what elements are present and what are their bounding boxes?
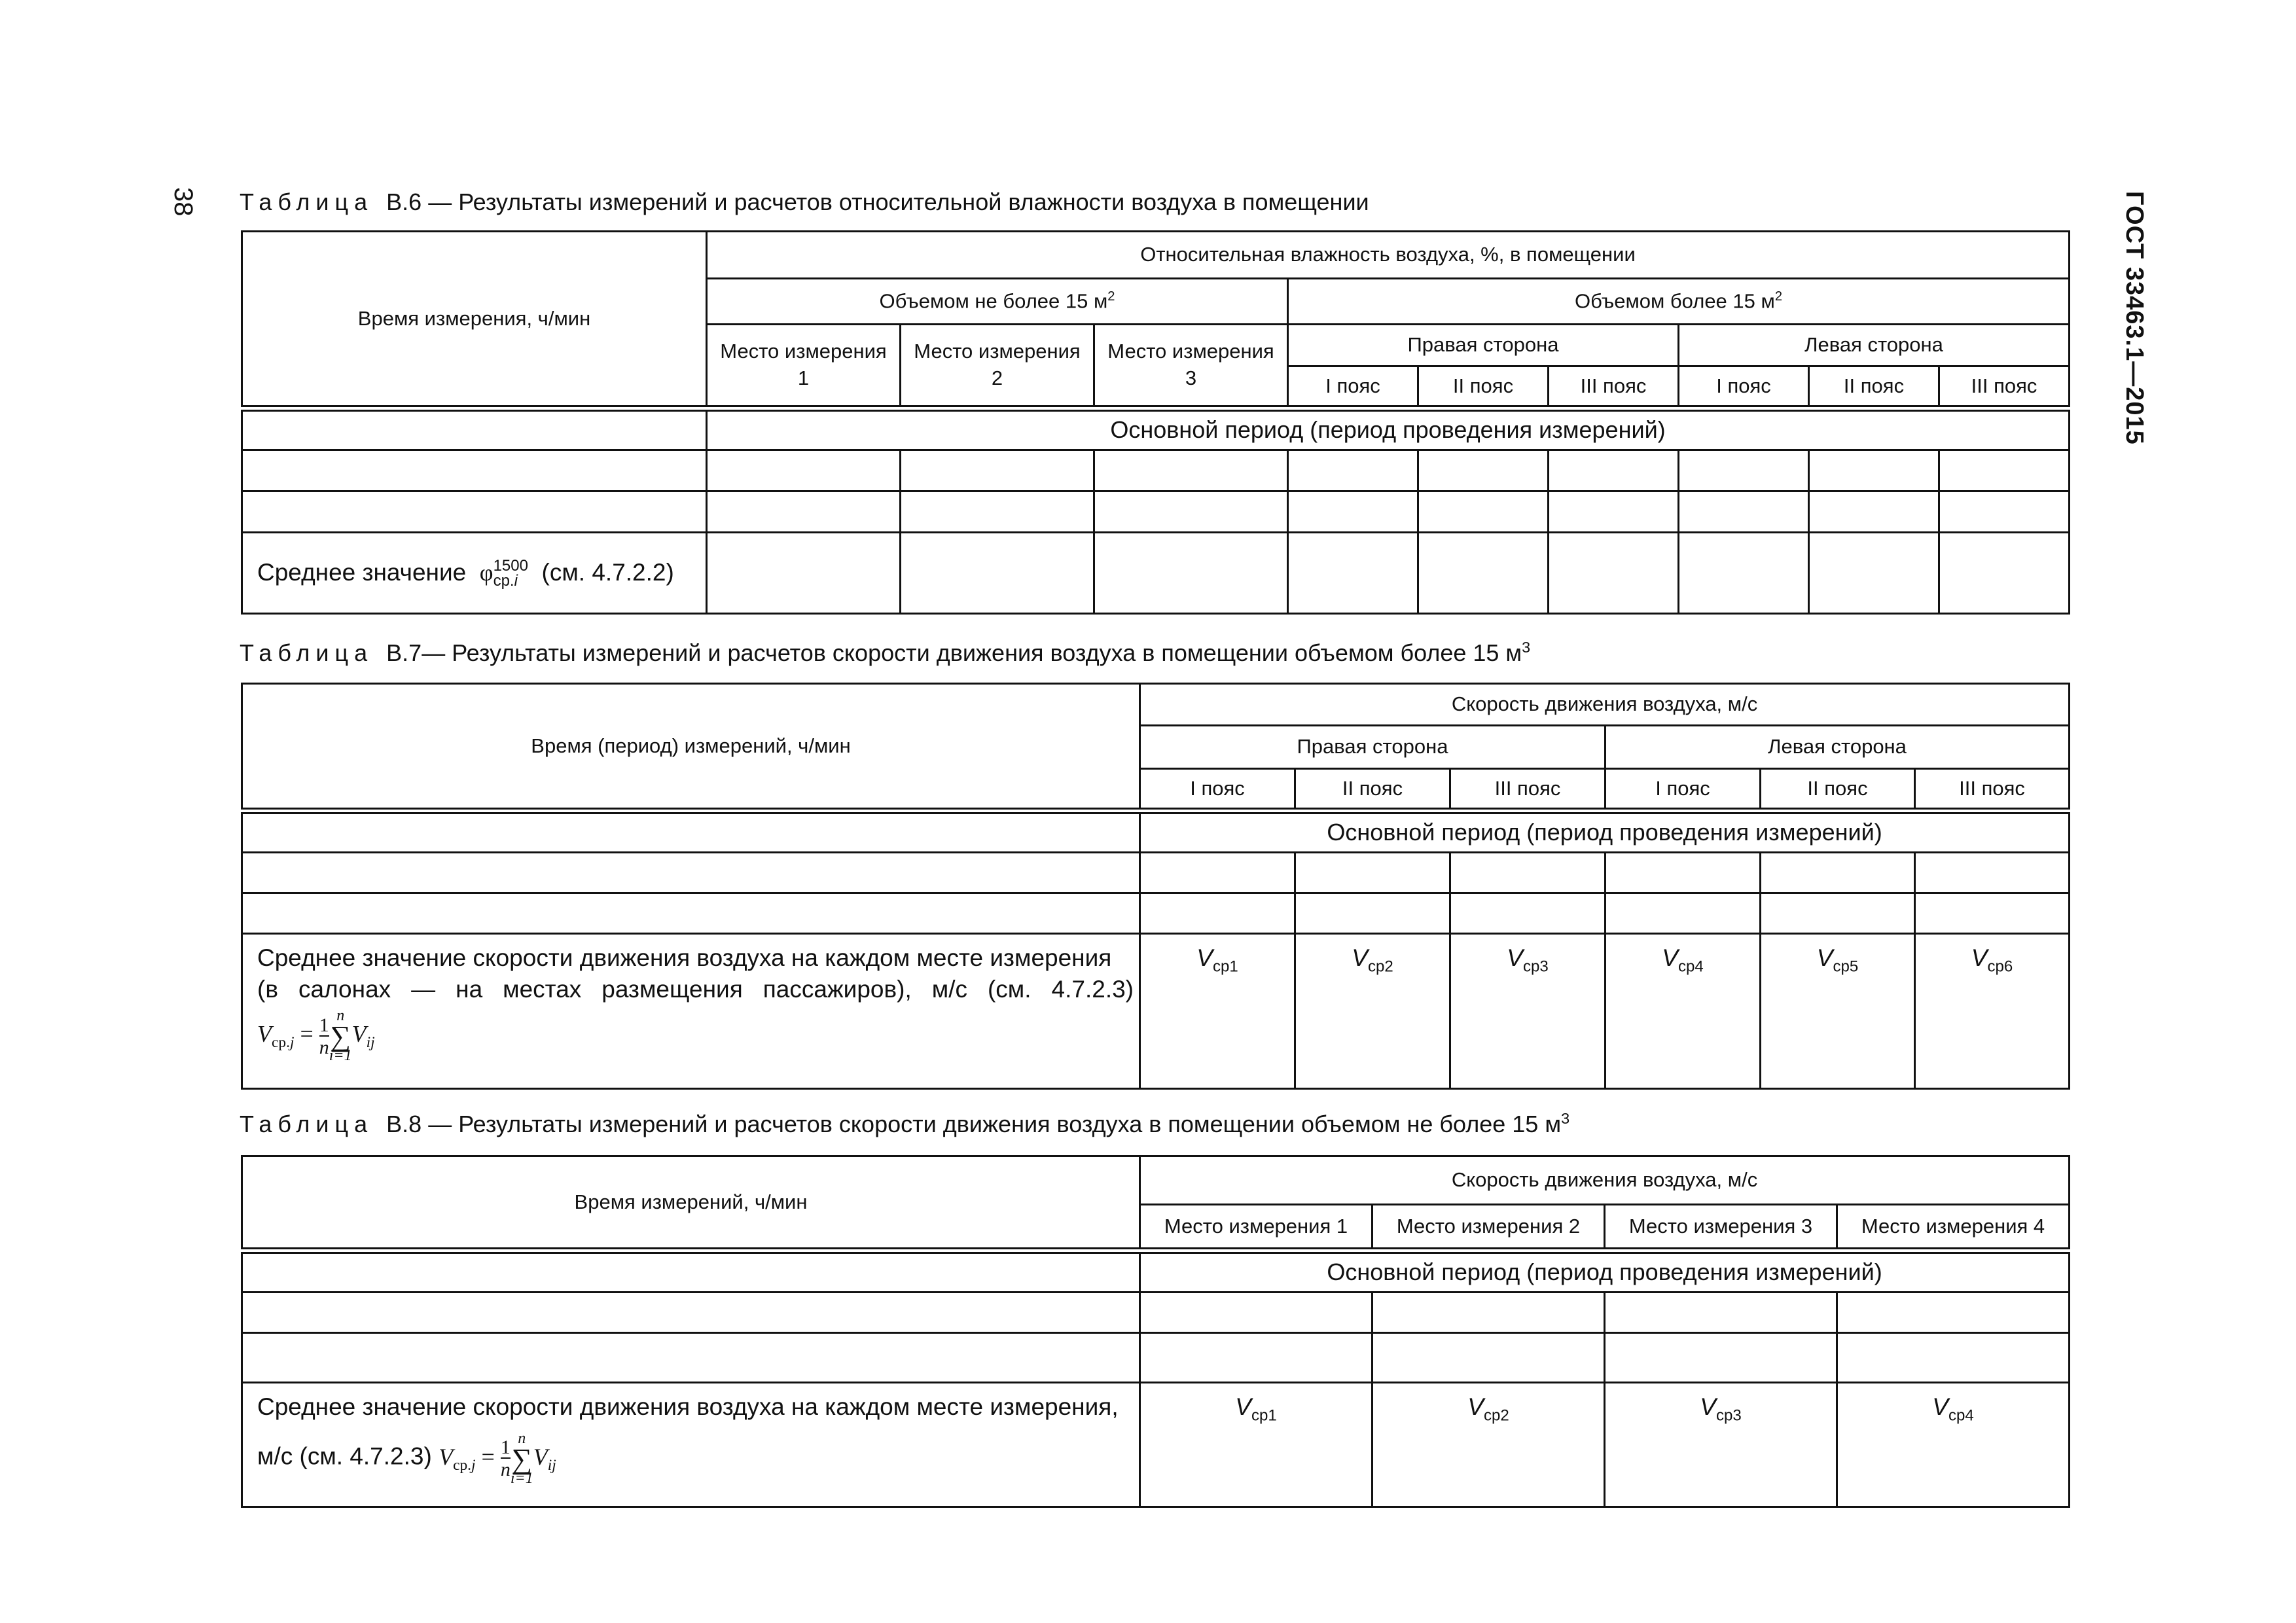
caption-label: Таблица [240, 639, 374, 666]
caption-text: В.8 — Результаты измерений и расчетов скорости движения воздуха в помещении объемом не более 15 м [386, 1111, 1562, 1137]
v-avg-3: $V_{ср3}$ [1605, 1383, 1837, 1507]
caption-text: В.6 — Результаты измерений и расчетов относительной влажности воздуха в помещении [386, 188, 1369, 215]
belt-header: III пояс [1915, 769, 2070, 811]
table-row [242, 893, 2070, 934]
period-row-blank [242, 408, 707, 450]
table-row [242, 450, 2070, 491]
place-4-header: Место измерения 4 [1837, 1205, 2070, 1251]
left-side-header: Левая сторона [1605, 726, 2070, 769]
table-row [242, 1333, 2070, 1383]
v-avg-5: $V_{ср5}$ [1761, 934, 1915, 1089]
v-avg-1: $V_{ср1}$ [1140, 934, 1295, 1089]
velocity-group-header: Скорость движения воздуха, м/с [1140, 1156, 2070, 1205]
period-label: Основной период (период проведения измерений) [1140, 811, 2070, 853]
average-formula: $V_{ср.j}$ = $\frac{1}{n}$ n ∑ i=1 $V_{ij}$ [439, 1430, 556, 1488]
table-b6-caption [240, 188, 1369, 216]
table-b7-caption: Таблица В.7— Результаты измерений и расчетов скорости движения воздуха в помещении объемом более 15 $м^3$ [240, 639, 1531, 666]
belt-header: I пояс [1288, 366, 1418, 408]
belt-header: III пояс [1450, 769, 1605, 811]
period-row-blank [242, 1251, 1140, 1293]
time-header: Время измерений, ч/мин [242, 1156, 1140, 1251]
place-3-header: Место измерения 3 [1094, 325, 1288, 408]
v-avg-2: $V_{ср2}$ [1372, 1383, 1605, 1507]
small-room-header: Объемом не более 15 $м^2$ [707, 279, 1288, 325]
right-side-header: Правая сторона [1140, 726, 1605, 769]
average-label: Среднее значение φ 1500 ср.i (см. 4.7.2.2) [242, 533, 707, 614]
belt-header: I пояс [1140, 769, 1295, 811]
velocity-group-header: Скорость движения воздуха, м/с [1140, 684, 2070, 726]
place-1-header: Место измерения 1 [707, 325, 901, 408]
belt-header: III пояс [1939, 366, 2070, 408]
table-row [242, 1293, 2070, 1333]
v-avg-6: $V_{ср6}$ [1915, 934, 2070, 1089]
humidity-group-header: Относительная влажность воздуха, %, в помещении [707, 232, 2070, 279]
period-label: Основной период (период проведения измерений) [1140, 1251, 2070, 1293]
table-row [242, 934, 2070, 1089]
belt-header: II пояс [1761, 769, 1915, 811]
period-row-blank [242, 811, 1140, 853]
place-2-header: Место измерения 2 [1372, 1205, 1605, 1251]
average-label: Среднее значение скорости движения воздуха на каждом месте измерения (в салонах — на местах размещения пассажиров), м/с (см. 4.7.2.3) $V_{ср.j}$ = $\frac{1}{n}$ n ∑ i=1 $V_{ij}$ [242, 934, 1140, 1089]
place-1-header: Место измерения 1 [1140, 1205, 1372, 1251]
v-avg-4: $V_{ср4}$ [1605, 934, 1761, 1089]
place-2-header: Место измерения 2 [901, 325, 1094, 408]
belt-header: II пояс [1418, 366, 1549, 408]
table-row [242, 853, 2070, 893]
belt-header: I пояс [1605, 769, 1761, 811]
document-code: ГОСТ 33463.1—2015 [2121, 191, 2148, 445]
table-b6 [241, 230, 2070, 615]
table-b7 [241, 683, 2070, 1090]
period-label: Основной период (период проведения измерений) [707, 408, 2070, 450]
average-label: Среднее значение скорости движения воздуха на каждом месте измерения, м/с (см. 4.7.2.3) $V_{ср.j}$ = $\frac{1}{n}$ n ∑ i=1 $V_{ij}$ [242, 1383, 1140, 1507]
v-avg-2: $V_{ср2}$ [1295, 934, 1450, 1089]
place-3-header: Место измерения 3 [1605, 1205, 1837, 1251]
caption-label: Таблица [240, 188, 374, 215]
v-avg-3: $V_{ср3}$ [1450, 934, 1605, 1089]
large-room-header: Объемом более 15 $м^2$ [1288, 279, 2070, 325]
v-avg-4: $V_{ср4}$ [1837, 1383, 2070, 1507]
belt-header: II пояс [1809, 366, 1939, 408]
time-header: Время измерения, ч/мин [242, 232, 707, 408]
table-row [242, 1383, 2070, 1507]
belt-header: I пояс [1679, 366, 1809, 408]
right-side-header: Правая сторона [1288, 325, 1679, 366]
caption-text: В.7— Результаты измерений и расчетов скорости движения воздуха в помещении объемом более 15 м [386, 639, 1522, 666]
page-number: 38 [169, 187, 198, 217]
v-avg-1: $V_{ср1}$ [1140, 1383, 1372, 1507]
belt-header: II пояс [1295, 769, 1450, 811]
table-row [242, 491, 2070, 533]
belt-header: III пояс [1549, 366, 1679, 408]
time-header: Время (период) измерений, ч/мин [242, 684, 1140, 811]
left-side-header: Левая сторона [1679, 325, 2070, 366]
caption-label: Таблица [240, 1111, 374, 1137]
table-row [242, 533, 2070, 614]
table-b8-caption: Таблица В.8 — Результаты измерений и расчетов скорости движения воздуха в помещении объемом не более 15 $м^3$ [240, 1110, 1570, 1137]
average-formula: $V_{ср.j}$ = $\frac{1}{n}$ n ∑ i=1 $V_{ij}$ [257, 1007, 375, 1065]
table-b8 [241, 1155, 2070, 1508]
